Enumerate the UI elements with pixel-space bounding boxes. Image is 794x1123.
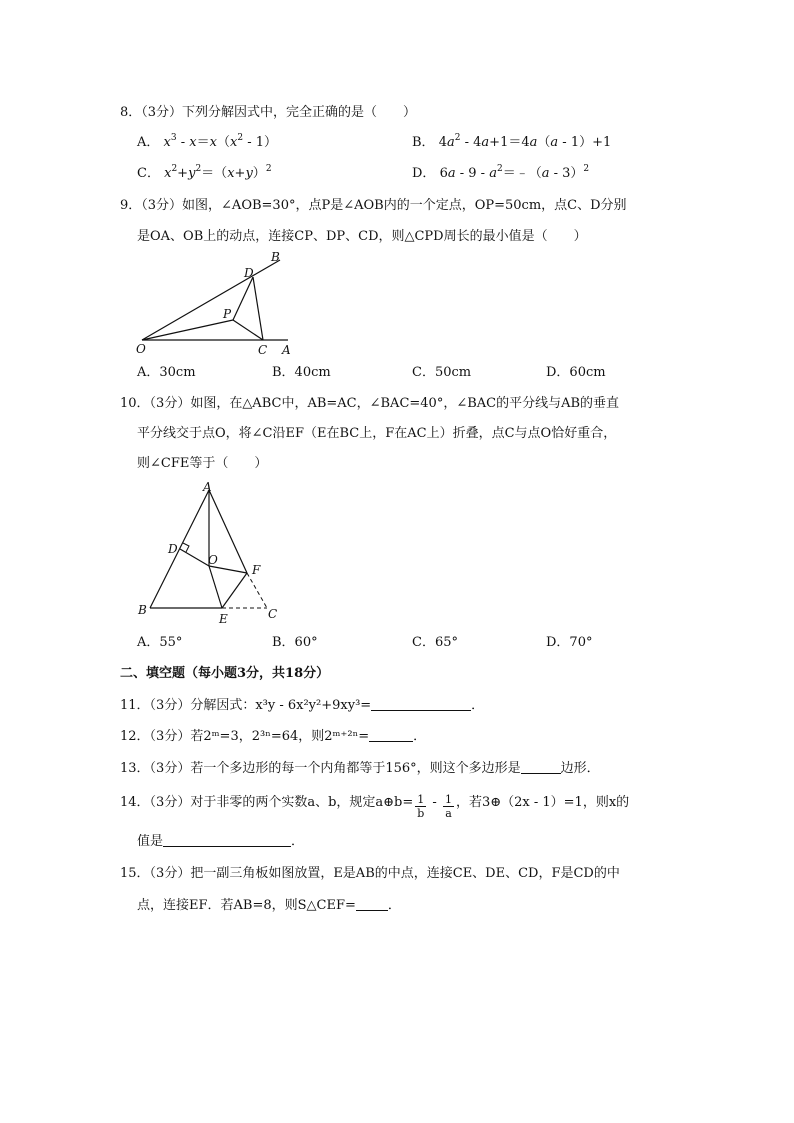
q8-option-c: C． $x^2+y^2=(x+y)^2$	[137, 164, 272, 181]
q9-label-b: B	[271, 250, 280, 264]
q9-option-d: D．60cm	[546, 365, 606, 380]
q10-figure	[132, 478, 292, 628]
q14-fraction-1-over-a: $\frac{1}{a}$	[444, 793, 452, 820]
q15-answer-blank[interactable]	[356, 898, 388, 911]
q15-line2: 点，连接EF．若AB=8，则S△CEF= ．	[137, 898, 401, 913]
q10-label-a: A	[203, 480, 212, 494]
q9-label-c: C	[258, 343, 268, 357]
q9-option-b: B．40cm	[272, 365, 331, 380]
q14-line1: 14．（3分）对于非零的两个实数a、b，规定a⊕b= $\frac{1}{b}$ - $\frac{1}{a}$ ，若3⊕（2x - 1）=1，则x的	[120, 793, 630, 820]
q14-fraction-1-over-b: $\frac{1}{b}$	[417, 793, 425, 820]
q15-line1: 15．（3分）把一副三角板如图放置，E是AB的中点，连接CE、DE、CD，F是CD的中	[120, 866, 620, 881]
q9-line2: 是OA、OB上的动点，连接CP、DP、CD，则△CPD周长的最小值是（ ）	[137, 229, 587, 244]
q10-label-o: O	[208, 553, 218, 567]
q10-label-d: D	[168, 542, 178, 556]
q8-option-d: D． $6a - 9 - a^2=﹣(a - 3)^2$	[412, 164, 590, 181]
q12-answer-blank[interactable]	[369, 729, 413, 742]
q10-label-e: E	[219, 612, 228, 626]
q10-line3: 则∠CFE等于（ ）	[137, 456, 268, 471]
q10-option-a: A．55°	[137, 635, 183, 650]
q11: 11．（3分）分解因式：x³y - 6x²y²+9xy³= ．	[120, 698, 485, 713]
q10-option-b: B．60°	[272, 635, 318, 650]
q10-line2: 平分线交于点O，将∠C沿EF（E在BC上，F在AC上）折叠，点C与点O恰好重合，	[137, 426, 617, 441]
q12: 12．（3分）若2ᵐ=3，2³ⁿ=64，则2ᵐ⁺²ⁿ= ．	[120, 729, 427, 744]
q10-label-f: F	[252, 563, 261, 577]
q9-option-c: C．50cm	[412, 365, 472, 380]
q10-option-c: C．65°	[412, 635, 458, 650]
q9-label-a: A	[282, 343, 291, 357]
q8-option-a: A． $x^3 - x=x(x^2 - 1)$	[137, 133, 278, 150]
q9-label-d: D	[244, 266, 254, 280]
q10-label-c: C	[268, 607, 278, 621]
q14-line2: 值是 ．	[137, 834, 305, 849]
q10-label-b: B	[138, 603, 147, 617]
section-title-fill-in: 二、填空题（每小题3分，共18分）	[120, 666, 330, 681]
q10-option-d: D．70°	[546, 635, 593, 650]
q9-figure	[130, 248, 300, 360]
q13: 13．（3分）若一个多边形的每一个内角都等于156°，则这个多边形是 边形．	[120, 761, 600, 776]
q9-option-a: A．30cm	[137, 365, 196, 380]
q9-label-p: P	[223, 307, 232, 321]
q9-line1: 9．（3分）如图，∠AOB=30°，点P是∠AOB内的一个定点，OP=50cm，点C、D分别	[120, 198, 627, 213]
q9-label-o: O	[136, 342, 146, 356]
q13-answer-blank[interactable]	[521, 761, 561, 774]
q11-answer-blank[interactable]	[371, 698, 471, 711]
q10-line1: 10．（3分）如图，在△ABC中，AB=AC，∠BAC=40°，∠BAC的平分线与AB的垂直	[120, 396, 620, 411]
q8-stem: 8．（3分）下列分解因式中，完全正确的是（ ）	[120, 105, 417, 120]
q14-answer-blank[interactable]	[163, 834, 291, 847]
q8-option-b: B． $4a^2 - 4a+1=4a(a - 1)+1$	[412, 133, 612, 150]
